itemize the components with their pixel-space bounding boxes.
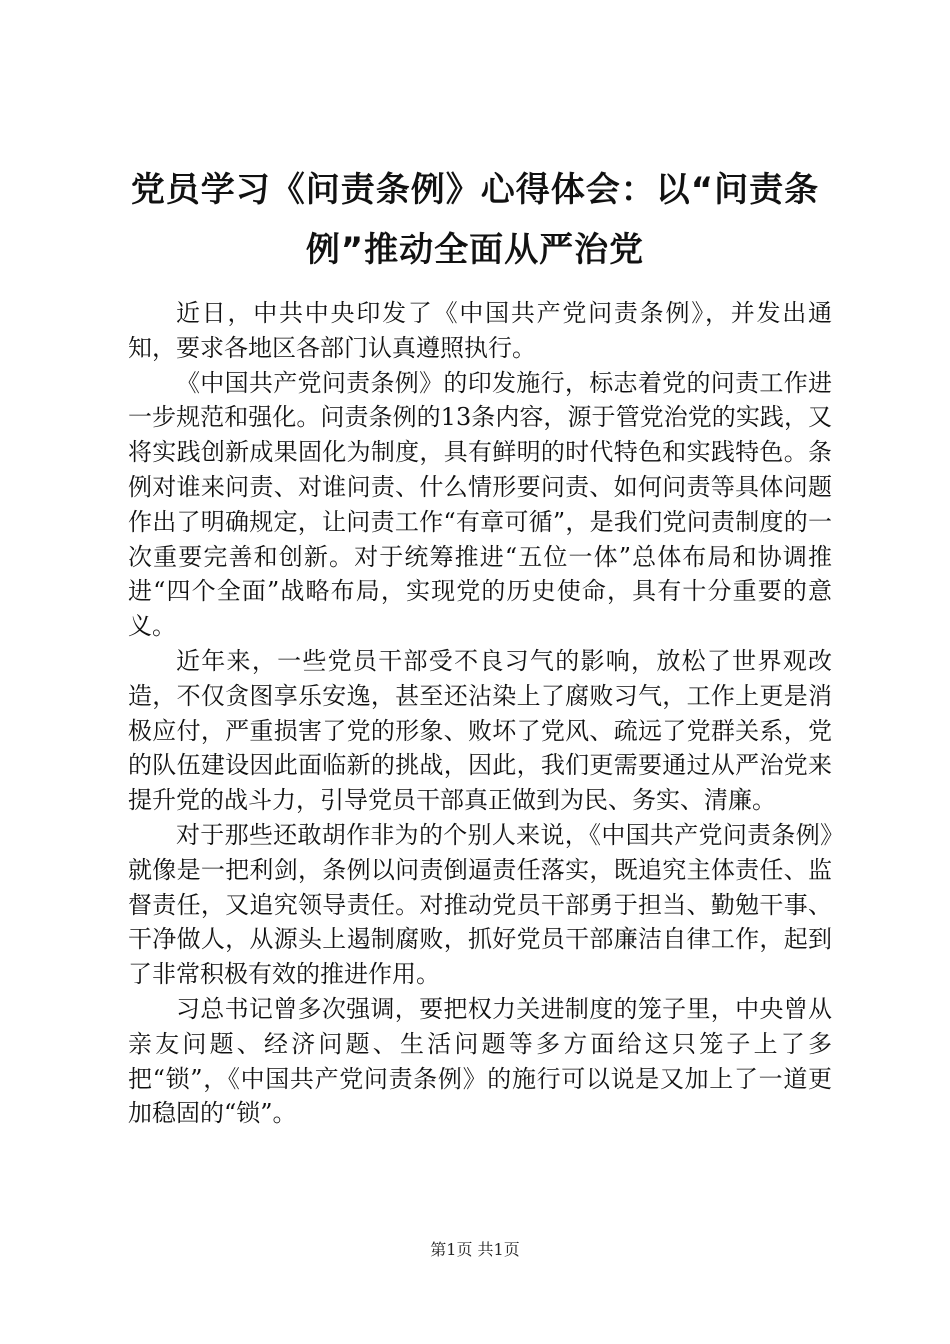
document-title: 党员学习《问责条例》心得体会：以“问责条例”推动全面从严治党 bbox=[130, 170, 820, 270]
document-body bbox=[128, 296, 832, 1131]
paragraph-1: 近日，中共中央印发了《中国共产党问责条例》，并发出通知，要求各地区各部门认真遵照执行。 bbox=[128, 299, 832, 362]
paragraph-4: 对于那些还敢胡作非为的个别人来说，《中国共产党问责条例》就像是一把利剑，条例以问责倒逼责任落实，既追究主体责任、监督责任，又追究领导责任。对推动党员干部勇于担当、勤勉干事、干净做人，从源头上遏制腐败，抓好党员干部廉洁自律工作，起到了非常积极有效的推进作用。 bbox=[128, 820, 832, 989]
paragraph-5: 习总书记曾多次强调，要把权力关进制度的笼子里，中央曾从亲友问题、经济问题、生活问题等多方面给这只笼子上了多把“锁”，《中国共产党问责条例》的施行可以说是又加上了一道更加稳固的“锁”。 bbox=[128, 994, 832, 1128]
page-footer: 第1页 共1页 bbox=[430, 1240, 520, 1259]
paragraph-3: 近年来，一些党员干部受不良习气的影响，放松了世界观改造，不仅贪图享乐安逸，甚至还沾染上了腐败习气，工作上更是消极应付，严重损害了党的形象、败坏了党风、疏远了党群关系，党的队伍建设因此面临新的挑战，因此，我们更需要通过从严治党来提升党的战斗力，引导党员干部真正做到为民、务实、清廉。 bbox=[128, 646, 832, 815]
paragraph-2: 《中国共产党问责条例》的印发施行，标志着党的问责工作进一步规范和强化。问责条例的13条内容，源于管党治党的实践，又将实践创新成果固化为制度，具有鲜明的时代特色和实践特色。条例对谁来问责、对谁问责、什么情形要问责、如何问责等具体问题作出了明确规定，让问责工作“有章可循”，是我们党问责制度的一次重要完善和创新。对于统筹推进“五位一体”总体布局和协调推进“四个全面”战略布局，实现党的历史使命，具有十分重要的意义。 bbox=[128, 368, 832, 641]
